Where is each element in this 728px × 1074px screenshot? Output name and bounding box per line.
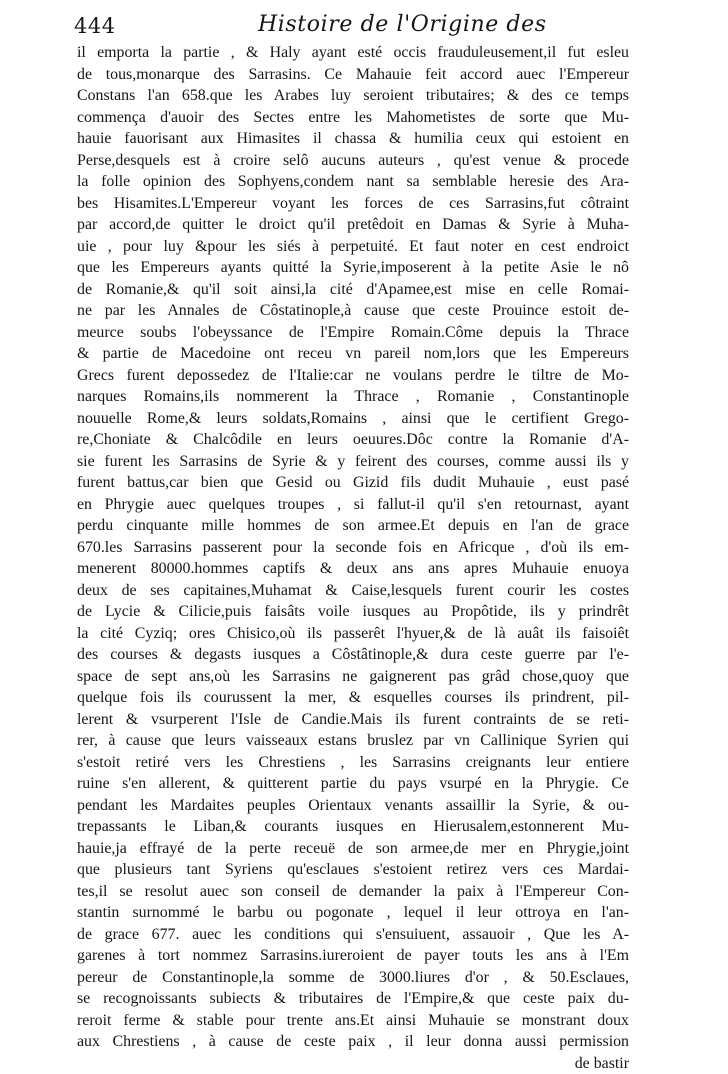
- text-line: par accord,de quitter le droict qu'il pretêdoit en Damas & Syrie à Muha-: [77, 214, 629, 236]
- text-line: hauie fauorisant aux Himasites il chassa & humilia ceux qui estoient en: [77, 128, 629, 150]
- text-line: en Phrygie auec quelques troupes , si fallut-il qu'il s'en retournast, ayant: [77, 494, 629, 516]
- text-line: lerent & vsurperent l'Isle de Candie.Mais ils furent contraints de se reti-: [77, 709, 629, 731]
- text-line: la cité Cyziq; ores Chisico,où ils passerêt l'hyuer,& de là auât ils faisoiêt: [77, 623, 629, 645]
- text-line: de Romanie,& qu'il soit ainsi,la cité d'Apamee,est mise en celle Romai-: [77, 279, 629, 301]
- text-line: narques Romains,ils nommerent la Thrace , Romanie , Constantinople: [77, 386, 629, 408]
- text-line: meurce soubs l'obeyssance de l'Empire Romain.Côme depuis la Thrace: [77, 322, 629, 344]
- running-head: Histoire de l'Origine des: [258, 12, 547, 37]
- text-line: perdu cinquante mille hommes de son armee.Et depuis en l'an de grace: [77, 515, 629, 537]
- text-line: deux de ses capitaines,Muhamat & Caise,lesquels furent courir les costes: [77, 580, 629, 602]
- text-line: Grecs furent depossedez de l'Italie:car ne voulans perdre le tiltre de Mo-: [77, 365, 629, 387]
- text-line: se recognoissants subiects & tributaires de l'Empire,& que ceste paix du-: [77, 988, 629, 1010]
- text-line: il emporta la partie , & Haly ayant esté occis frauduleusement,il fut esleu: [77, 42, 629, 64]
- text-line: space de sept ans,où les Sarrasins ne gaignerent pas grâd chose,quoy que: [77, 666, 629, 688]
- text-line: de tous,monarque des Sarrasins. Ce Mahauie feit accord auec l'Empereur: [77, 64, 629, 86]
- text-line: nouuelle Rome,& leurs soldats,Romains , ainsi que le certifient Grego-: [77, 408, 629, 430]
- text-line: 670.les Sarrasins passerent pour la seconde fois en Africque , d'où ils em-: [77, 537, 629, 559]
- text-line: tes,il se resolut auec son conseil de demander la paix à l'Empereur Con-: [77, 881, 629, 903]
- text-line: de Lycie & Cilicie,puis faisâts voile iusques au Propôtide, ils y prindrêt: [77, 601, 629, 623]
- text-line: pereur de Constantinople,la somme de 3000.liures d'or , & 50.Esclaues,: [77, 967, 629, 989]
- text-line: pendant les Mardaites peuples Orientaux venants assaillir la Syrie, & ou-: [77, 795, 629, 817]
- text-line: trepassants le Liban,& courants iusques en Hierusalem,estonnerent Mu-: [77, 816, 629, 838]
- text-line: reroit ferme & stable pour trente ans.Et ainsi Muhauie se monstrant doux: [77, 1010, 629, 1032]
- text-line: que plusieurs tant Syriens qu'esclaues s'estoient retirez vers ces Mardai-: [77, 859, 629, 881]
- text-line: sie furent les Sarrasins de Syrie & y feirent des courses, comme aussi ils y: [77, 451, 629, 473]
- text-line: uie , pour luy &pour les siés à perpetuité. Et faut noter en cest endroict: [77, 236, 629, 258]
- text-line: de grace 677. auec les conditions qui s'ensuiuent, assauoir , Que les A-: [77, 924, 629, 946]
- catchword: de bastir: [77, 1053, 629, 1074]
- text-line: aux Chrestiens , à cause de ceste paix , il leur donna aussi permission: [77, 1031, 629, 1053]
- text-line: ne par les Annales de Côstatinople,à cause que ceste Prouince estoit de-: [77, 300, 629, 322]
- text-line: que les Empereurs ayants quitté la Syrie,imposerent à la petite Asie le nô: [77, 257, 629, 279]
- text-line: des courses & degasts iusques a Côstâtinople,& dura ceste guerre par l'e-: [77, 644, 629, 666]
- text-line: & partie de Macedoine ont receu vn pareil nom,lors que les Empereurs: [77, 343, 629, 365]
- text-line: hauie,ja effrayé de la perte receuë de son armee,de mer en Phrygie,joint: [77, 838, 629, 860]
- text-line: la folle opinion des Sophyens,condem nant sa semblable heresie des Ara-: [77, 171, 629, 193]
- text-line: garenes à tort nommez Sarrasins.iureroient de payer touts les ans à l'Em: [77, 945, 629, 967]
- text-line: ruine s'en allerent, & quitterent partie du pays vsurpé en la Phrygie. Ce: [77, 773, 629, 795]
- body-text: [77, 42, 629, 1074]
- text-line: re,Choniate & Chalcôdile en leurs oeuures.Dôc contre la Romanie d'A-: [77, 429, 629, 451]
- text-line: rer, à cause que leurs vaisseaux estans bruslez par vn Callinique Syrien qui: [77, 730, 629, 752]
- text-line: commença d'auoir des Sectes entre les Mahometistes de sorte que Mu-: [77, 107, 629, 129]
- text-line: s'estoit retiré vers les Chrestiens , les Sarrasins creignants leur entiere: [77, 752, 629, 774]
- text-line: Constans l'an 658.que les Arabes luy seroient tributaires; & des ce temps: [77, 85, 629, 107]
- text-line: furent battus,car bien que Gesid ou Gizid fils dudit Muhauie , eust pasé: [77, 472, 629, 494]
- text-line: quelque fois ils courussent la mer, & esquelles courses ils prindrent, pil-: [77, 687, 629, 709]
- page-number: 444: [74, 14, 116, 38]
- text-line: menerent 80000.hommes captifs & deux ans ans apres Muhauie enuoya: [77, 558, 629, 580]
- text-line: bes Hisamites.L'Empereur voyant les forces de ces Sarrasins,fut côtraint: [77, 193, 629, 215]
- text-line: stantin surnommé le barbu ou pogonate , lequel il leur ottroya en l'an-: [77, 902, 629, 924]
- text-line: Perse,desquels est à croire selô aucuns auteurs , qu'est venue & procede: [77, 150, 629, 172]
